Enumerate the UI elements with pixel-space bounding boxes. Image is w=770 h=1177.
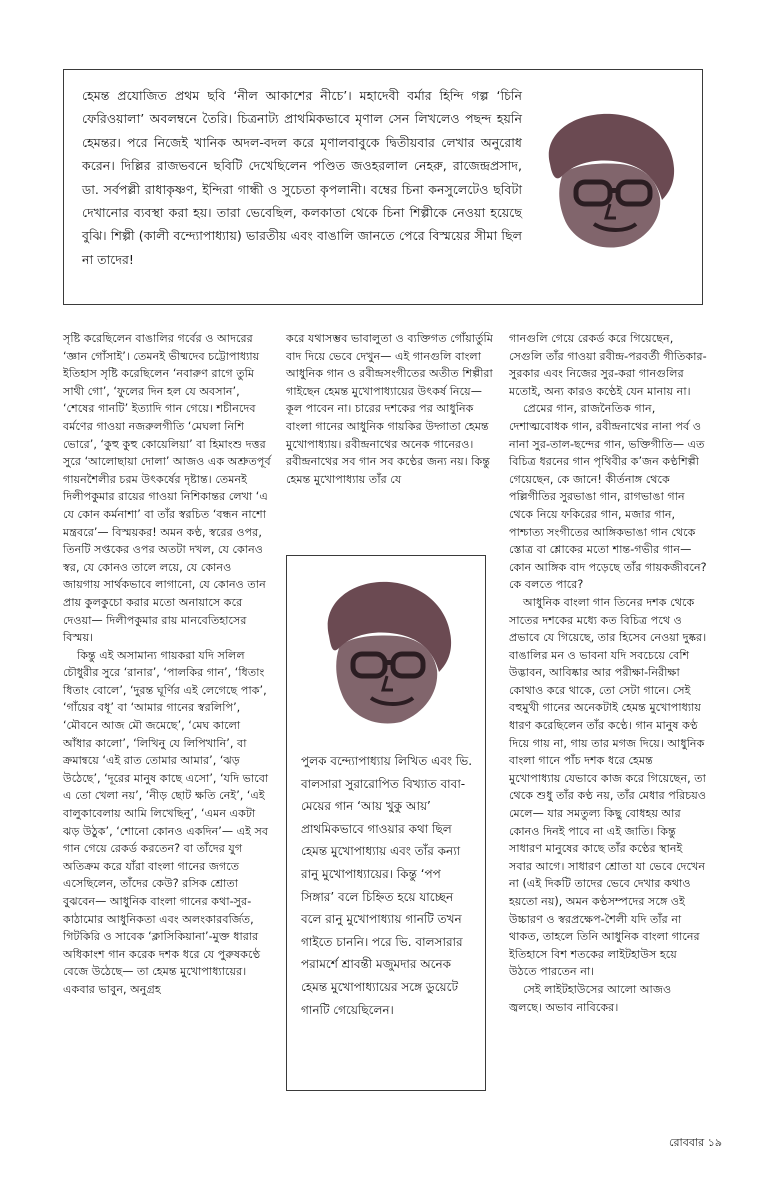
hemanta-portrait-illustration [524, 106, 684, 256]
top-box-text: হেমন্ত প্রযোজিত প্রথম ছবি ‘নীল আকাশের নীচে’। মহাদেবী বর্মার হিন্দি গল্প ‘চিনি ফেরিওয়ালা’ অবলম্বনে তৈরি। চিত্রনাট্য প্রাথমিকভাবে মৃণাল সেন লিখলেও পছন্দ হয়নি হেমন্তর। পরে নিজেই খানিক অদল-বদল করে মৃণালবাবুকে দ্বিতীয়বার লেখার অনুরোধ করেন। দিল্লির রাজভবনে ছবিটি দেখেছিলেন পণ্ডিত জওহরলাল নেহরু, রাজেন্দ্রপ্রসাদ, ডা. সর্বপল্লী রাধাকৃষ্ণণ, ইন্দিরা গান্ধী ও সুচেতা কৃপলানী। বম্বের চিনা কনসুলেটেও ছবিটা দেখানোর ব্যবস্থা করা হয়। তারা ভেবেছিল, কলকাতা থেকে চিনা শিল্পীকে নেওয়া হয়েছে বুঝি। শিল্পী (কালী বন্দ্যোপাধ্যায়) ভারতীয় এবং বাঙালি জানতে পেরে বিস্ময়ের সীমা ছিল না তাদের! [82, 88, 522, 267]
article-column-1 [63, 330, 271, 999]
article-paragraph: আধুনিক বাংলা গান তিনের দশক থেকে সাতের দশকের মধ্যে কত বিচিত্র পথে ও প্রভাবে যে গিয়েছে, তার হিসেব নেওয়া দুষ্কর। বাঙালির মন ও ভাবনা যদি সবচেয়ে বেশি উদ্ভাবন, আবিষ্কার আর পরীক্ষা-নিরীক্ষা কোথাও করে থাকে, তো সেটা গানে। সেই বহুমুখী গানের অনেকটাই হেমন্ত মুখোপাধ্যায় ধারণ করেছিলেন তাঁর কণ্ঠে। গান মানুষ কণ্ঠ দিয়ে গায় না, গায় তার মগজ দিয়ে। আধুনিক বাংলা গানে পাঁচ দশক ধরে হেমন্ত মুখোপাধ্যায় যেভাবে কাজ করে গিয়েছেন, তা থেকে শুধু তাঁর কণ্ঠ নয়, তাঁর মেধার পরিচয়ও মেলে— যার সমতুল্য কিছু বোধহয় আর কোনও দিনই পাবে না এই জাতি। কিন্তু সাধারণ মানুষের কাছে তাঁর কণ্ঠের স্থানই সবার আগে। সাধারণ শ্রোতা যা ভেবে দেখেন না (এই দিকটি তাদের ভেবে দেখার কথাও হয়তো নয়), অমন কণ্ঠসম্পদের সঙ্গে ওই উচ্চারণ ও স্বরপ্রক্ষেপ-শৈলী যদি তাঁর না থাকত, তাহলে তিনি আধুনিক বাংলা গানের ইতিহাসে বিশ শতকের লাইটহাউস হয়ে উঠতে পারতেন না। [509, 595, 707, 979]
article-paragraph: করে যথাসম্ভব ভাবালুতা ও ব্যক্তিগত গোঁয়ার্তুমি বাদ দিয়ে ভেবে দেখুন— এই গানগুলি বাংলা আধুনিক গান ও রবীন্দ্রসংগীতের অতীত শিল্পীরা গাইছেন হেমন্ত মুখোপাধ্যায়ের উৎকর্ষ নিয়ে— কূল পাবেন না। চারের দশকের পর আধুনিক বাংলা গানের আধুনিক গায়কির উদ্গাতা হেমন্ত মুখোপাধ্যায়। রবীন্দ্রনাথের অনেক গানেরও। রবীন্দ্রনাথের সব গান সব কণ্ঠের জন্য নয়। কিন্তু হেমন্ত মুখোপাধ্যায় তাঁর যে [286, 332, 493, 486]
article-paragraph: সৃষ্টি করেছিলেন বাঙালির গর্বের ও আদরের ‘জ্ঞান গোঁসাই’। তেমনই ভীষ্মদেব চট্টোপাধ্যায় ইতিহাস সৃষ্টি করেছিলেন ‘নবারুণ রাগে তুমি সাথী গো’, ‘ফুলের দিন হল যে অবসান’, ‘শেষের গানটি’ ইত্যাদি গান গেয়ে। শচীনদেব বর্মণের গাওয়া নজরুলগীতি ‘মেঘলা নিশি ভোরে’, ‘কুহু কুহু কোয়েলিয়া’ বা হিমাংশু দত্তর সুরে ‘আলোছায়া দোলা’ আজও এক অশ্রুতপূর্ব গায়নশৈলীর চরম উৎকর্ষের দৃষ্টান্ত। তেমনই দিলীপকুমার রায়ের গাওয়া নিশিকান্তর লেখা ‘এ যে কোন কর্মনাশা’ বা তাঁর স্বরচিত ‘বন্ধন নাশো মন্ত্রবরে’— বিস্ময়কর! অমন কণ্ঠ, স্বরের ওপর, তিনটি সপ্তকের ওপর অতটা দখল, যে কোনও স্বর, যে কোনও তালে লয়ে, যে কোনও জায়গায় সার্থকভাবে লাগানো, যে কোনও তান প্রায় কুলকুচো করার মতো অনায়াসে করে দেওয়া— দিলীপকুমার রায় মানবেতিহাসের বিস্ময়। [63, 332, 271, 645]
article-paragraph: কিন্তু এই অসামান্য গায়করা যদি সলিল চৌধুরীর সুরে ‘রানার’, ‘পালকির গান’, ‘ধিতাং ধিতাং বোলে’, ‘দুরন্ত ঘূর্ণির এই লেগেছে পাক’, ‘গাঁয়ের বধূ’ বা ‘আমার গানের স্বরলিপি’, ‘মৌবনে আজ মৌ জমেছে’, ‘মেঘ কালো আঁধার কালো’, ‘লিখিনু যে লিপিখানি’, বা ক্রমান্বয়ে ‘এই রাত তোমার আমার’, ‘ঝড় উঠেছে’, ‘দূরের মানুষ কাছে এসো’, ‘যদি ভাবো এ তো খেলা নয়’, ‘নীড় ছোট ক্ষতি নেই’, ‘এই বালুকাবেলায় আমি লিখেছিনু’, ‘এমন একটা ঝড় উঠুক’, ‘শোনো কোনও একদিন’— এই সব গান গেয়ে রেকর্ড করতেন? বা তাঁদের যুগ অতিক্রম করে যাঁরা বাংলা গানের জগতে এসেছিলেন, তাঁদের কেউ? রসিক শ্রোতা বুঝবেন— আধুনিক বাংলা গানের কথা-সুর-কাঠামোর আধুনিকতা এবং অলংকারবর্জিত, গিটকিরি ও সাবেক ‘ক্লাসিকিয়ানা’-মুক্ত ধারার অধিকাংশ গান করেক দশক ধরে যে পুরুষকণ্ঠে বেজে উঠেছে— তা হেমন্ত মুখোপাধ্যায়ের। একবার ভাবুন, অনুগ্রহ [63, 648, 269, 996]
article-column-2 [286, 330, 494, 488]
article-paragraph: সেই লাইটহাউসের আলো আজও জ্বলছে। অভাব নাবিকের। [509, 982, 672, 1014]
hemanta-portrait-illustration [309, 574, 459, 734]
page-folio: রোববার ১৯ [669, 1136, 722, 1149]
article-paragraph: প্রেমের গান, রাজনৈতিক গান, দেশাত্মবোধক গান, রবীন্দ্রনাথের নানা পর্ব ও নানা সুর-তাল-ছন্দের গান, ভক্তিগীতি— এত বিচিত্র ধরনের গান পৃথিবীর ক’জন কণ্ঠশিল্পী গেয়েছেন, কে জানে! কীর্তনাঙ্গ থেকে পল্লিগীতির সুরভাঙা গান, রাগভাঙা গান থেকে নিয়ে ফকিরের গান, মজার গান, পাশ্চাত্য সংগীতের আঙ্গিকভাঙা গান থেকে স্তোত্র বা শ্লোকের মতো শান্ত-গভীর গান— কোন আঙ্গিক বাদ পড়েছে তাঁর গায়কজীবনে? কে বলতে পারে? [509, 402, 707, 592]
top-info-box [63, 69, 703, 305]
article-paragraph: গানগুলি গেয়ে রেকর্ড করে গিয়েছেন, সেগুলি তাঁর গাওয়া রবীন্দ্র-পরবর্তী গীতিকার-সুরকার এবং নিজের সুর-করা গানগুলির মতোই, অন্য কারও কণ্ঠেই যেন মানায় না। [509, 332, 707, 398]
sidebar-info-box [286, 555, 486, 1091]
sidebar-caption: পুলক বন্দ্যোপাধ্যায় লিখিত এবং ভি. বালসারা সুরারোপিত বিখ্যাত বাবা-মেয়ের গান ‘আয় খুকু আয়’ প্রাথমিকভাবে গাওয়ার কথা ছিল হেমন্ত মুখোপাধ্যায় এবং তাঁর কন্যা রানু মুখোপাধ্যায়ের। কিন্তু ‘পপ সিঙ্গার’ বলে চিহ্নিত হয়ে যাচ্ছেন বলে রানু মুখোপাধ্যায় গানটি তখন গাইতে চাননি। পরে ভি. বালসারার পরামর্শে শ্রাবন্তী মজুমদার অনেক হেমন্ত মুখোপাধ্যায়ের সঙ্গে ডুয়েটে গানটি গেয়েছিলেন। [301, 754, 473, 1017]
article-column-3 [509, 330, 707, 1016]
